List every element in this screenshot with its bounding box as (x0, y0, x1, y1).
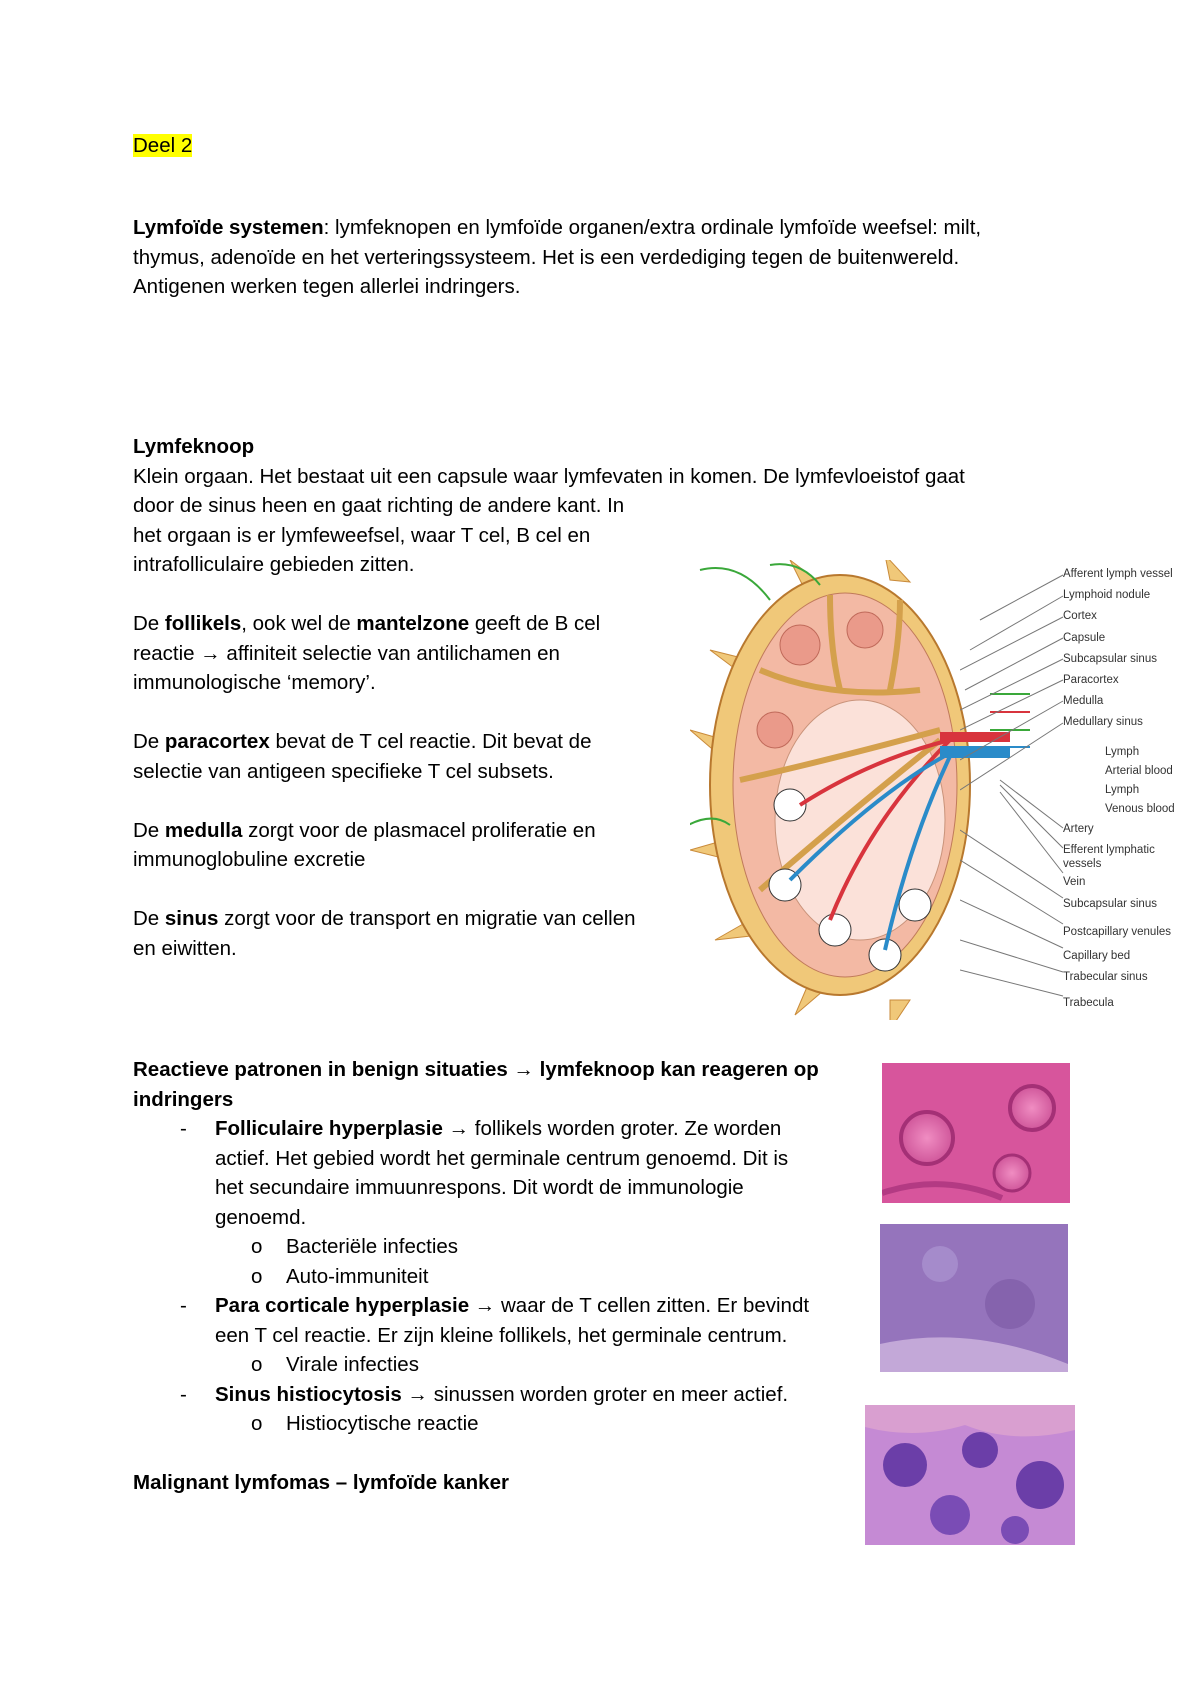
medulla-line-1: De medulla zorgt voor de plasmacel proliferatie en (133, 818, 596, 842)
mantelzone-term: mantelzone (356, 612, 470, 635)
intro-line-3: Antigenen werken tegen allerlei indringers. (133, 275, 521, 298)
list-item-sinus-histiocytosis: - Sinus histiocytosis → sinussen worden groter en meer actief. (133, 1380, 873, 1410)
sub-bullet: o (251, 1235, 263, 1258)
follikels-line-1: De follikels, ook wel de mantelzone geeft de B cel (133, 612, 601, 635)
sub-bullet: o (251, 1412, 263, 1435)
sub-item: o Virale infecties (133, 1350, 873, 1380)
diagram-legend (1105, 743, 1175, 819)
diagram-label: Medulla (1063, 695, 1104, 708)
diagram-labels-lower (1063, 822, 1171, 1010)
list-item-folliculaire: - Folliculaire hyperplasie → follikels worden groter. Ze worden actief. Het gebied wordt het germinale centrum genoemd. Dit is het secundaire immuunrespons. Dit wordt de immunologie genoemd. (133, 1114, 873, 1232)
sub-bullet: o (251, 1264, 263, 1288)
diagram-label: Medullary sinus (1063, 716, 1143, 729)
histology-image-follicular (882, 1063, 1070, 1203)
diagram-label: Artery (1063, 823, 1094, 835)
lymfeknoop-line-2: door de sinus heen en gaat richting de andere kant. In (133, 494, 625, 517)
sinus-line-2: en eiwitten. (133, 936, 237, 960)
reactive-title-line-1: Reactieve patronen in benign situaties → lymfeknoop kan reageren op (133, 1058, 819, 1081)
follikels-line-2: reactie → affiniteit selectie van antilichamen en (133, 641, 560, 665)
bullet: - (180, 1117, 187, 1140)
diagram-label: Capillary bed (1063, 950, 1131, 962)
follikels-term: follikels (164, 612, 242, 635)
diagram-label: Trabecula (1063, 997, 1114, 1009)
folliculaire-term: Folliculaire hyperplasie (215, 1117, 443, 1140)
bullet: - (180, 1294, 187, 1317)
sub-item: o Bacteriële infecties (133, 1232, 873, 1262)
legend-lymph: Lymph (1105, 746, 1140, 758)
diagram-label: Subcapsular sinus (1063, 652, 1157, 665)
sinus-line-1: De sinus zorgt voor de transport en migratie van cellen (133, 907, 636, 930)
section-heading (133, 131, 192, 161)
diagram-label: Vein (1063, 876, 1086, 888)
bullet: - (180, 1382, 187, 1406)
legend-arterial-blood: Arterial blood (1105, 765, 1173, 777)
follikels-line-3: immunologische ‘memory’. (133, 671, 376, 694)
diagram-leader-lines (960, 560, 1070, 1010)
list-item-para-corticale: - Para corticale hyperplasie → waar de T cellen zitten. Er bevindt een T cel reactie. Er zijn kleine follikels, het germinale centrum. (133, 1291, 873, 1350)
diagram-label: Lymphoid nodule (1063, 589, 1151, 602)
diagram-label: vessels (1063, 858, 1102, 870)
maligne-heading: Malignant lymfomas – lymfoïde kanker (133, 1471, 509, 1494)
paracortex-term: paracortex (164, 730, 270, 753)
medulla-line-2: immunoglobuline excretie (133, 848, 366, 871)
diagram-label: Paracortex (1063, 674, 1119, 687)
para-corticale-term: Para corticale hyperplasie (215, 1294, 470, 1317)
sinus-term: sinus (164, 907, 219, 930)
diagram-label: Efferent lymphatic (1063, 844, 1155, 856)
sub-item: o Auto-immuniteit (133, 1262, 873, 1292)
legend-lymph-2: Lymph (1105, 784, 1140, 796)
legend-venous-blood: Venous blood (1105, 803, 1175, 815)
lymfeknoop-line-1: Klein orgaan. Het bestaat uit een capsule waar lymfevaten in komen. De lymfevloeistof gaat (133, 464, 965, 488)
lymfeknoop-line-4: intrafolliculaire gebieden zitten. (133, 553, 415, 576)
diagram-label: Afferent lymph vessel (1063, 568, 1173, 580)
medulla-term: medulla (164, 818, 243, 842)
diagram-labels (1063, 564, 1173, 734)
intro-term: Lymfoïde systemen (133, 216, 324, 239)
histology-image-paracortical (880, 1224, 1068, 1372)
intro-line-2: thymus, adenoïde en het verteringssysteem. Het is een verdediging tegen de buitenwereld. (133, 245, 960, 269)
paracortex-line-2: selectie van antigeen specifieke T cel subsets. (133, 759, 554, 783)
sub-item: o Histiocytische reactie (133, 1409, 873, 1439)
sinus-histiocytosis-term: Sinus histiocytosis (215, 1382, 402, 1406)
lymfeknoop-title (133, 432, 993, 462)
diagram-label: Trabecular sinus (1063, 971, 1148, 983)
paracortex-line-1: De paracortex bevat de T cel reactie. Dit bevat de (133, 730, 592, 753)
intro-paragraph (133, 213, 1093, 302)
diagram-label: Postcapillary venules (1063, 926, 1172, 938)
highlighted-heading: Deel 2 (133, 134, 193, 157)
sub-bullet: o (251, 1353, 263, 1376)
intro-line-1-rest: : lymfeknopen en lymfoïde organen/extra ordinale lymfoïde weefsel: milt, (323, 216, 982, 239)
intro-line-1 (133, 213, 1093, 243)
histology-image-sinus (865, 1405, 1075, 1545)
reactive-title-line-2: indringers (133, 1087, 234, 1111)
diagram-label: Subcapsular sinus (1063, 898, 1157, 910)
lymfeknoop-title-text: Lymfeknoop (133, 435, 255, 458)
reactive-section (133, 1055, 873, 1498)
lymfeknoop-line-3: het orgaan is er lymfeweefsel, waar T cel, B cel en (133, 523, 591, 547)
diagram-label: Capsule (1063, 631, 1106, 644)
diagram-label: Cortex (1063, 610, 1097, 623)
